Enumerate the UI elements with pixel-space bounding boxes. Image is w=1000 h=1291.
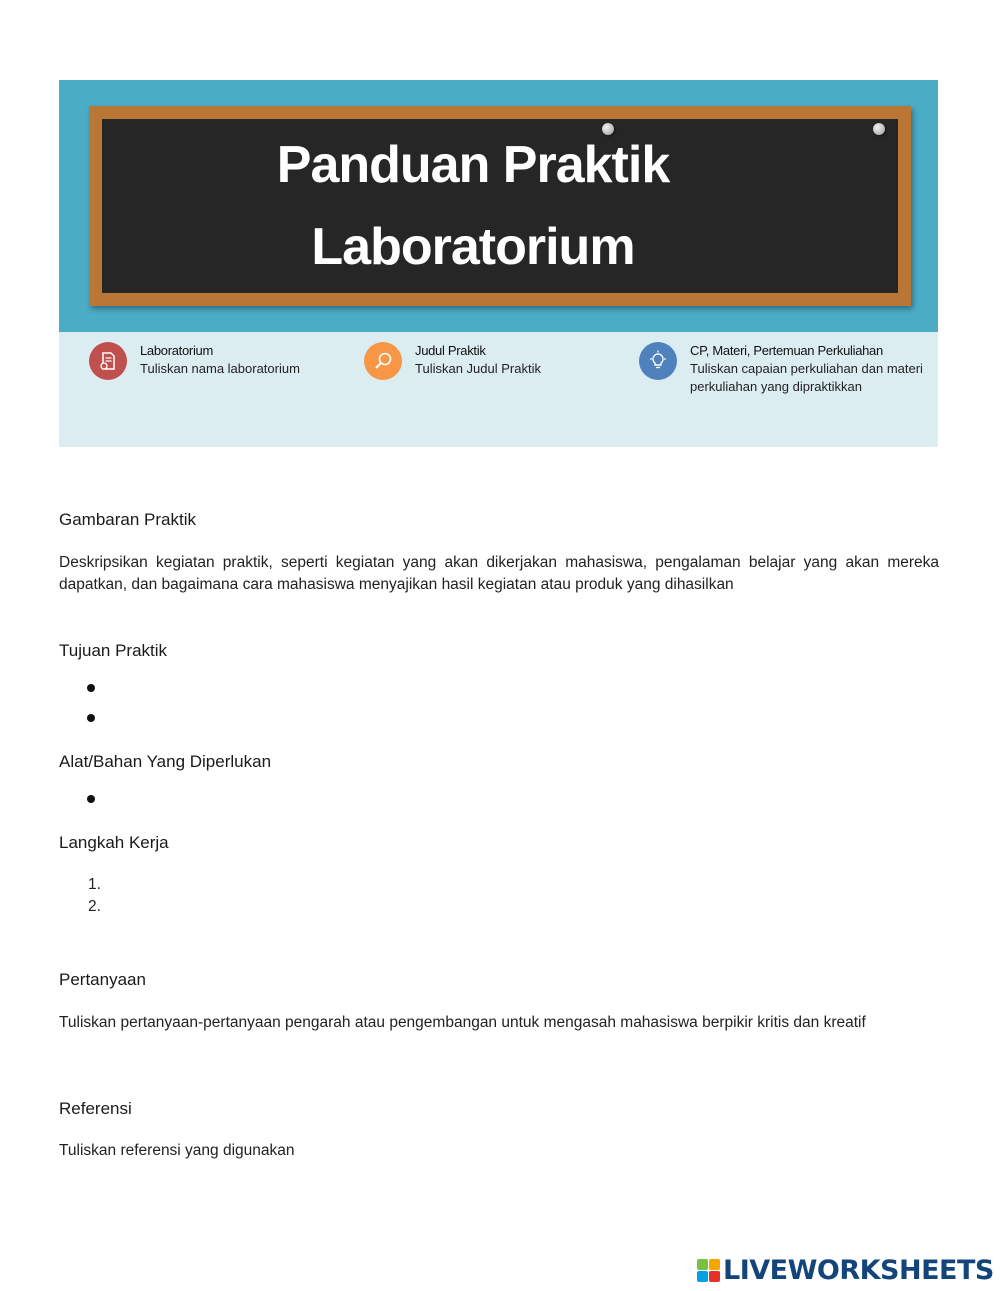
info-label: CP, Materi, Pertemuan Perkuliahan — [690, 343, 883, 358]
magnifier-icon — [364, 342, 402, 380]
section-title-gambaran: Gambaran Praktik — [59, 510, 196, 529]
lightbulb-icon — [639, 342, 677, 380]
step-number: 2. — [88, 898, 101, 915]
liveworksheets-logo[interactable] — [697, 1255, 994, 1286]
pin-icon — [873, 123, 885, 135]
info-item-judul — [364, 342, 541, 380]
section-title-referensi: Referensi — [59, 1099, 132, 1118]
pertanyaan-text: Tuliskan pertanyaan-pertanyaan pengarah atau pengembangan untuk mengasah mahasiswa berpikir kritis dan kreatif — [59, 1014, 866, 1031]
info-desc: Tuliskan capaian perkuliahan dan materi perkuliahan yang dipraktikkan — [690, 361, 923, 394]
section-title-tujuan: Tujuan Praktik — [59, 641, 168, 660]
section-title-pertanyaan: Pertanyaan — [59, 970, 146, 989]
bullet-icon — [87, 714, 95, 722]
logo-blocks-icon — [697, 1259, 720, 1282]
info-item-laboratorium — [89, 342, 300, 380]
bullet-icon — [87, 684, 95, 692]
section-title-langkah: Langkah Kerja — [59, 833, 169, 852]
step-number: 1. — [88, 876, 101, 893]
bullet-icon — [87, 795, 95, 803]
chalkboard — [102, 119, 898, 293]
info-label: Judul Praktik — [415, 343, 486, 358]
info-label: Laboratorium — [140, 343, 213, 358]
info-desc: Tuliskan nama laboratorium — [140, 361, 300, 376]
pin-icon — [602, 123, 614, 135]
info-item-cp-materi — [639, 342, 935, 396]
referensi-text: Tuliskan referensi yang digunakan — [59, 1142, 295, 1159]
page-title-line-2: Laboratorium — [311, 218, 635, 276]
info-band — [59, 332, 938, 447]
chalkboard-frame — [89, 106, 911, 306]
document-icon — [89, 342, 127, 380]
logo-text: LIVEWORKSHEETS — [723, 1255, 994, 1286]
header-banner — [59, 80, 938, 332]
page-title-line-1: Panduan Praktik — [276, 136, 670, 194]
gambaran-text: Deskripsikan kegiatan praktik, seperti kegiatan yang akan dikerjakan mahasiswa, pengalaman belajar yang akan mereka dapatkan, dan bagaimana cara mahasiswa menyajikan hasil kegiatan atau produk yang dihasilkan — [59, 554, 939, 593]
section-title-alat: Alat/Bahan Yang Diperlukan — [59, 752, 272, 771]
info-desc: Tuliskan Judul Praktik — [415, 361, 541, 376]
